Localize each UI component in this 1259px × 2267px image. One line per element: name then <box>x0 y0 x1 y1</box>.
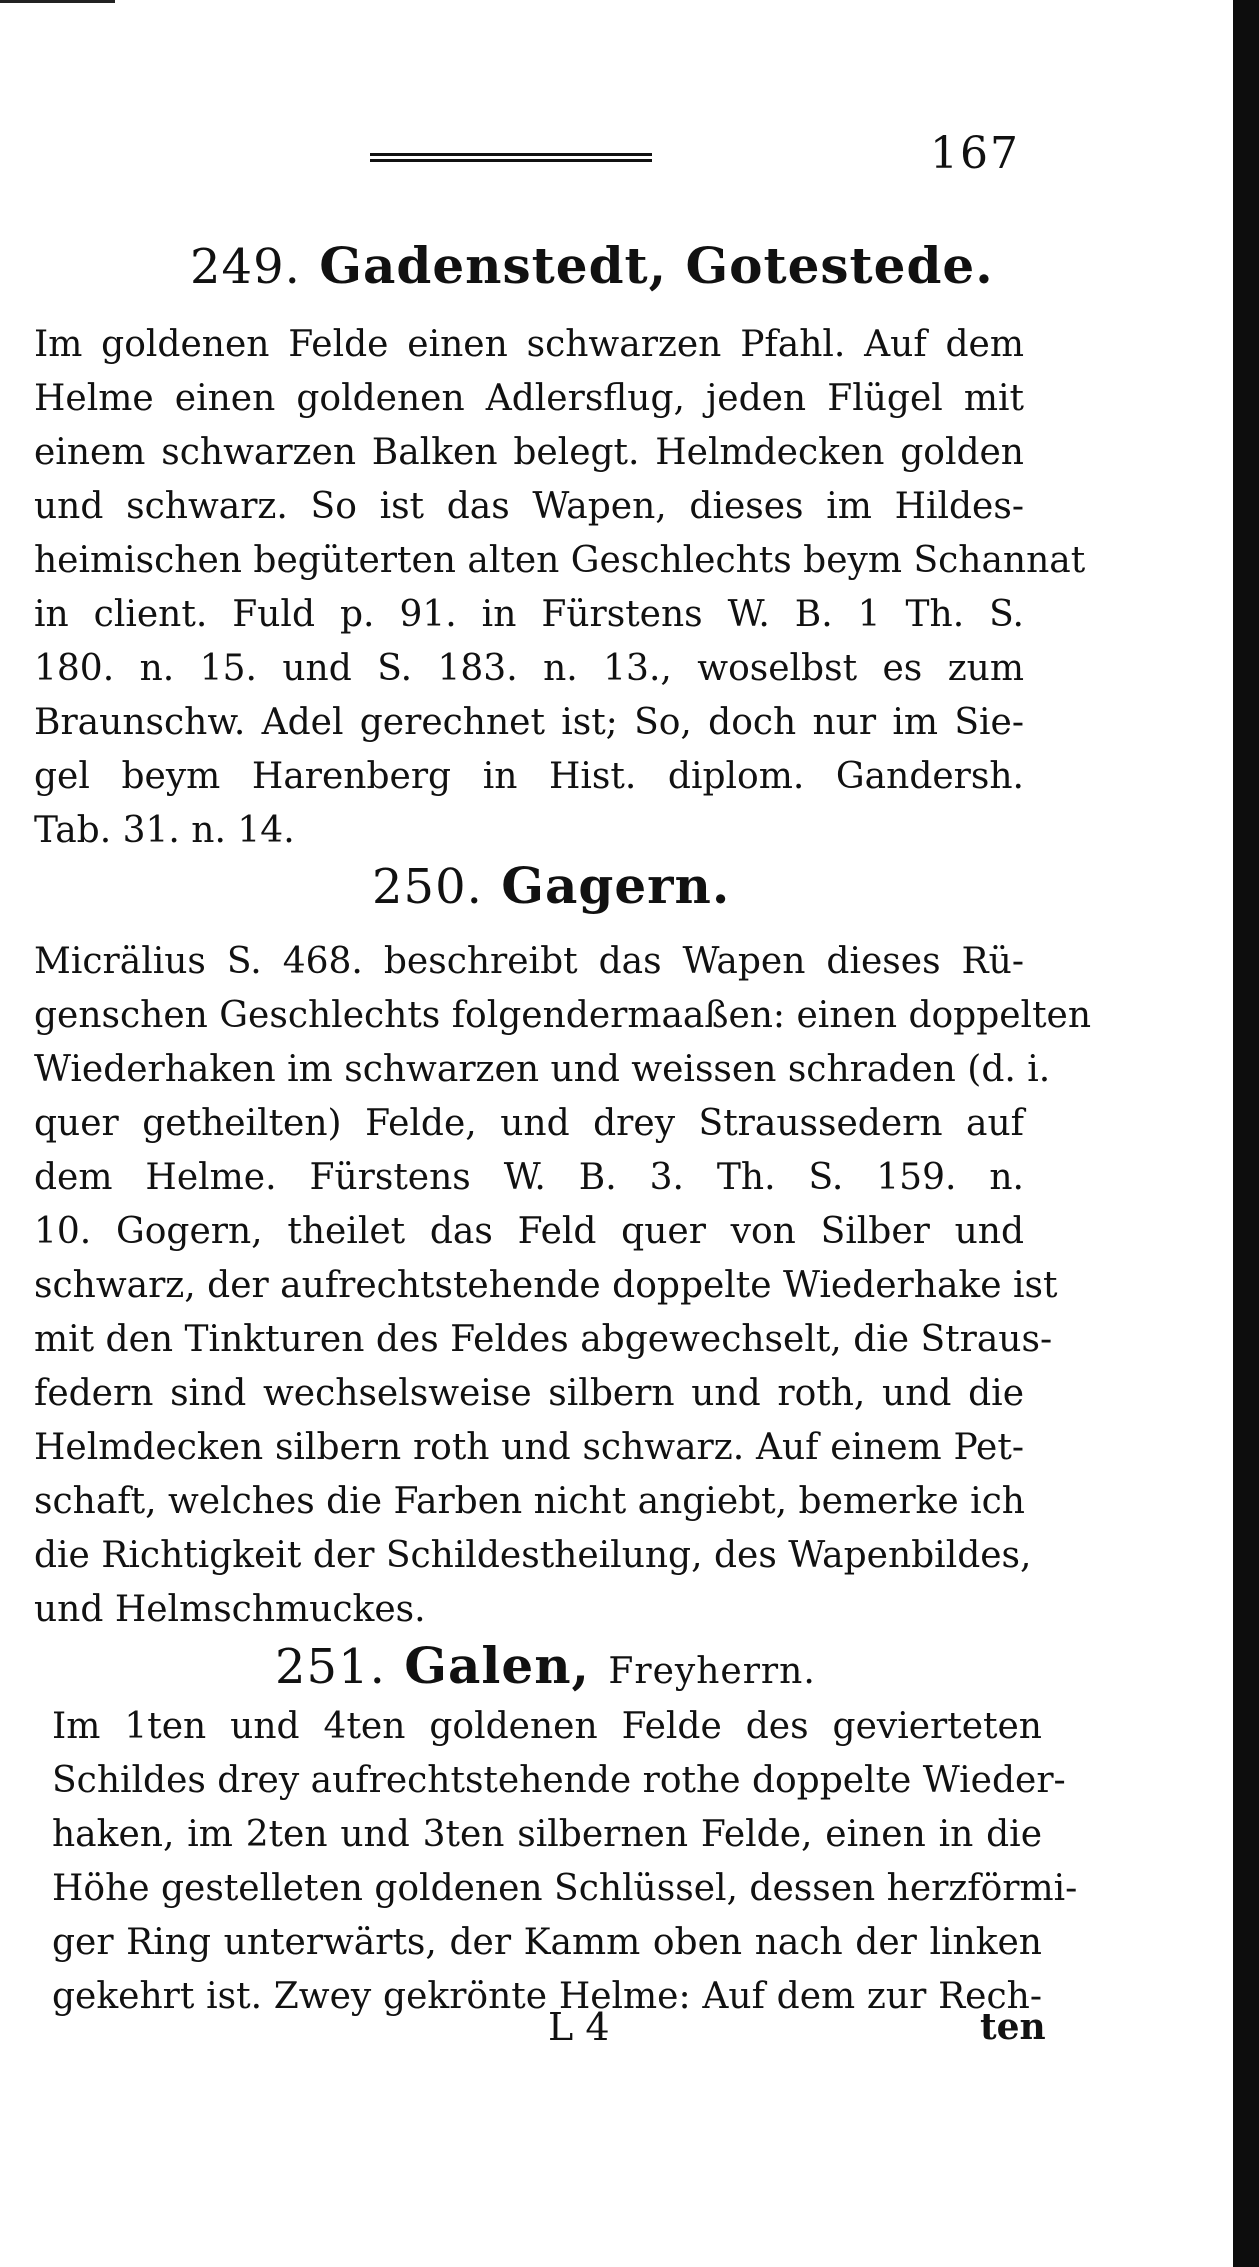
text-line: schaft, welches die Farben nicht angiebt, bemerke ich <box>34 1481 1025 1522</box>
header-rule <box>370 153 652 167</box>
text-line: die Richtigkeit der Schildestheilung, des Wapenbildes, <box>34 1535 1032 1576</box>
entry-250-heading <box>372 858 730 915</box>
entry-number: 250. <box>372 859 483 915</box>
text-line: quer getheilten) Felde, und drey Straussedern auf <box>34 1103 1024 1144</box>
scan-edge-line <box>0 0 115 3</box>
text-line: Braunschw. Adel gerechnet ist; So, doch nur im Sie- <box>34 702 1024 743</box>
text-line: 180. n. 15. und S. 183. n. 13., woselbst es zum <box>34 648 1024 689</box>
text-line: gel beym Harenberg in Hist. diplom. Gandersh. <box>34 756 1024 797</box>
text-line: heimischen begüterten alten Geschlechts beym Schannat <box>34 540 1086 581</box>
page-footer <box>0 2000 1046 2060</box>
entry-250-body <box>34 935 1092 1637</box>
entry-name: Gagern. <box>501 856 731 915</box>
entry-number: 249. <box>190 239 301 295</box>
page-number: 167 <box>930 128 1020 179</box>
entry-name: Gadenstedt, Gotestede. <box>319 236 994 295</box>
catchword: ten <box>980 2006 1046 2048</box>
text-line: schwarz, der aufrechtstehende doppelte Wiederhake ist <box>34 1265 1058 1306</box>
scan-dark-edge <box>1233 0 1259 2267</box>
text-line: Schildes drey aufrechtstehende rothe doppelte Wieder- <box>52 1760 1066 1801</box>
text-line: genschen Geschlechts folgendermaaßen: einen doppelten <box>34 995 1092 1036</box>
text-line: Helme einen goldenen Adlersflug, jeden Flügel mit <box>34 378 1024 419</box>
text-line: haken, im 2ten und 3ten silbernen Felde, einen in die <box>52 1814 1042 1855</box>
text-line: gekehrt ist. Zwey gekrönte Helme: Auf dem zur Rech- <box>52 1976 1042 2017</box>
entry-251-heading <box>275 1638 816 1700</box>
entry-251-body <box>52 1700 1078 2024</box>
entry-249-heading <box>190 238 994 295</box>
entry-number: 251. <box>275 1639 386 1695</box>
entry-title-suffix: Freyherrn. <box>608 1651 816 1692</box>
text-line: und Helmschmuckes. <box>34 1589 426 1630</box>
text-line: federn sind wechselsweise silbern und roth, und die <box>34 1373 1024 1414</box>
text-line: Micrälius S. 468. beschreibt das Wapen dieses Rü- <box>34 941 1024 982</box>
text-line: Im goldenen Felde einen schwarzen Pfahl. Auf dem <box>34 324 1024 365</box>
text-line: einem schwarzen Balken belegt. Helmdecken golden <box>34 432 1024 473</box>
text-line: Helmdecken silbern roth und schwarz. Auf einem Pet- <box>34 1427 1024 1468</box>
text-line: 10. Gogern, theilet das Feld quer von Silber und <box>34 1211 1024 1252</box>
entry-name: Galen, <box>404 1636 590 1695</box>
entry-249-body <box>34 318 1086 858</box>
text-line: Tab. 31. n. 14. <box>34 810 295 851</box>
text-line: in client. Fuld p. 91. in Fürstens W. B. 1 Th. S. <box>34 594 1024 635</box>
text-line: Im 1ten und 4ten goldenen Felde des gevierteten <box>52 1706 1042 1747</box>
signature-mark: L 4 <box>548 2005 610 2049</box>
text-line: mit den Tinkturen des Feldes abgewechselt, die Straus- <box>34 1319 1053 1360</box>
text-line: und schwarz. So ist das Wapen, dieses im Hildes- <box>34 486 1024 527</box>
text-line: Wiederhaken im schwarzen und weissen schraden (d. i. <box>34 1049 1051 1090</box>
text-line: ger Ring unterwärts, der Kamm oben nach der linken <box>52 1922 1042 1963</box>
text-line: dem Helme. Fürstens W. B. 3. Th. S. 159. n. <box>34 1157 1024 1198</box>
text-line: Höhe gestelleten goldenen Schlüssel, dessen herzförmi- <box>52 1868 1078 1909</box>
